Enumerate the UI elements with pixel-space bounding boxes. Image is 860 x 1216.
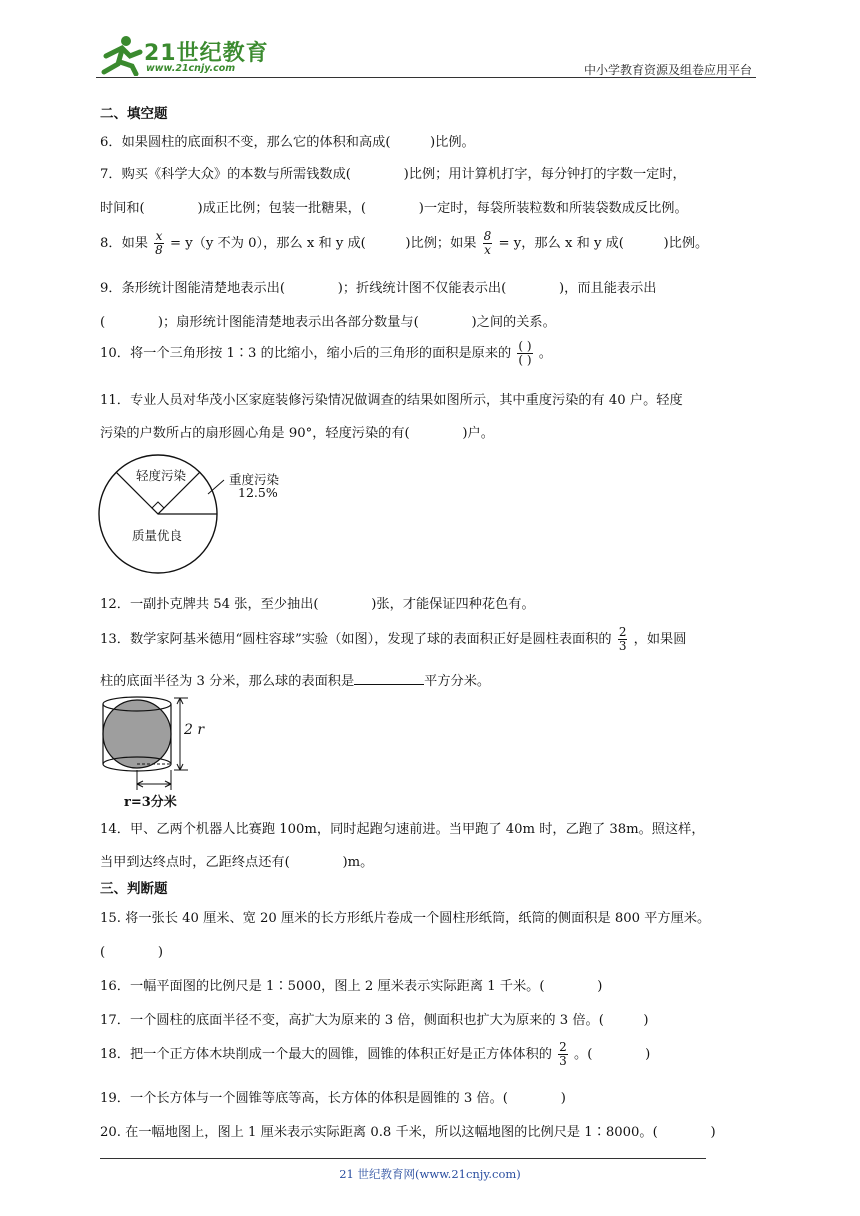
q10-fraction: $\frac{( )}{( )}$ [518, 339, 532, 367]
question-13-line-1: 13．数学家阿基米德用“圆柱容球”实验（如图），发现了球的表面积正好是圆柱表面积的 $\frac{2}{3}$ ，如果圆 [100, 625, 687, 653]
answer-blank [354, 683, 424, 685]
question-9-line-1: 9．条形统计图能清楚地表示出( )；折线统计图不仅能表示出( )，而且能表示出 [100, 281, 657, 296]
q18-fraction: $\frac{2}{3}$ [559, 1040, 567, 1068]
footer-rule [100, 1158, 706, 1159]
cylinder-height-label: 2 r [184, 722, 205, 738]
question-11-line-1: 11．专业人员对华茂小区家庭装修污染情况做调查的结果如图所示，其中重度污染的有 40 户。轻度 [100, 393, 683, 408]
pie-label-heavy: 重度污染 [229, 472, 280, 487]
pie-figure [96, 446, 296, 592]
question-20: 20. 在一幅地图上，图上 1 厘米表示实际距离 0.8 千米，所以这幅地图的比例尺是 1∶8000。( ) [100, 1125, 716, 1140]
logo-runner-icon [96, 34, 148, 76]
question-18: 18．把一个正方体木块削成一个最大的圆锥，圆锥的体积正好是正方体体积的 $\frac{2}{3}$ 。( ) [100, 1040, 651, 1068]
header [96, 34, 756, 78]
footer-text: 21 世纪教育网(www.21cnjy.com) [339, 1167, 521, 1181]
question-9-line-2: ( )；扇形统计图能清楚地表示出各部分数量与( )之间的关系。 [100, 315, 556, 330]
question-10: 10．将一个三角形按 1∶3 的比缩小，缩小后的三角形的面积是原来的 $\frac{( )}{( )}$ 。 [100, 339, 552, 367]
question-12: 12．一副扑克牌共 54 张，至少抽出( )张，才能保证四种花色有。 [100, 597, 535, 612]
question-16: 16．一幅平面图的比例尺是 1∶5000，图上 2 厘米表示实际距离 1 千米。( ) [100, 979, 603, 994]
question-8 [100, 230, 708, 257]
pie-label-light: 轻度污染 [136, 468, 187, 483]
question-6: 6．如果圆柱的底面积不变，那么它的体积和高成( )比例。 [100, 135, 475, 150]
pie-label-heavy-pct: 12.5% [238, 485, 278, 500]
question-13-line-2: 柱的底面半径为 3 分米，那么球的表面积是 平方分米。 [100, 674, 491, 689]
question-17: 17．一个圆柱的底面半径不变，高扩大为原来的 3 倍，侧面积也扩大为原来的 3 倍。( ) [100, 1013, 649, 1028]
q8-text-a: 8．如果 [100, 236, 148, 251]
q13-fraction: $\frac{2}{3}$ [618, 625, 627, 653]
cylinder-radius-label: r=3分米 [124, 795, 177, 810]
question-15-line-1: 15. 将一张长 40 厘米、宽 20 厘米的长方形纸片卷成一个圆柱形纸筒，纸筒的侧面积是 800 平方厘米。 [100, 911, 711, 926]
question-15-line-2: ( ) [100, 945, 164, 960]
question-7-line-2: 时间和( )成正比例；包装一批糖果，( )一定时，每袋所装粒数和所装袋数成反比例。 [100, 201, 688, 216]
section-title-fill-blank: 二、填空题 [100, 106, 168, 122]
question-7-line-1: 7．购买《科学大众》的本数与所需钱数成( )比例；用计算机打字，每分钟打的字数一定时， [100, 167, 686, 182]
question-11-line-2: 污染的户数所占的扇形圆心角是 90°，轻度污染的有( )户。 [100, 426, 494, 441]
logo-text: 21世纪教育 [144, 41, 269, 66]
q8-fraction-2: $\frac{8}{x}$ [483, 229, 492, 257]
pie-label-good: 质量优良 [132, 528, 183, 543]
header-rule [96, 77, 756, 78]
question-14-line-1: 14．甲、乙两个机器人比赛跑 100m，同时起跑匀速前进。当甲跑了 40m 时，乙跑了 38m。照这样， [100, 822, 705, 837]
platform-name: 中小学教育资源及组卷应用平台 [583, 63, 752, 77]
q8-text-b: = y（y 不为 0），那么 x 和 y 成( )比例；如果 [170, 236, 477, 251]
question-19: 19．一个长方体与一个圆锥等底等高，长方体的体积是圆锥的 3 倍。( ) [100, 1091, 566, 1106]
cylinder-figure [96, 694, 216, 808]
question-14-line-2: 当甲到达终点时，乙距终点还有( )m。 [100, 855, 374, 870]
q8-fraction-1: $\frac{x}{8}$ [155, 229, 163, 257]
logo-url: www.21cnjy.com [146, 63, 236, 74]
q8-text-c: = y，那么 x 和 y 成( )比例。 [498, 236, 709, 251]
section-title-true-false: 三、判断题 [100, 881, 168, 897]
